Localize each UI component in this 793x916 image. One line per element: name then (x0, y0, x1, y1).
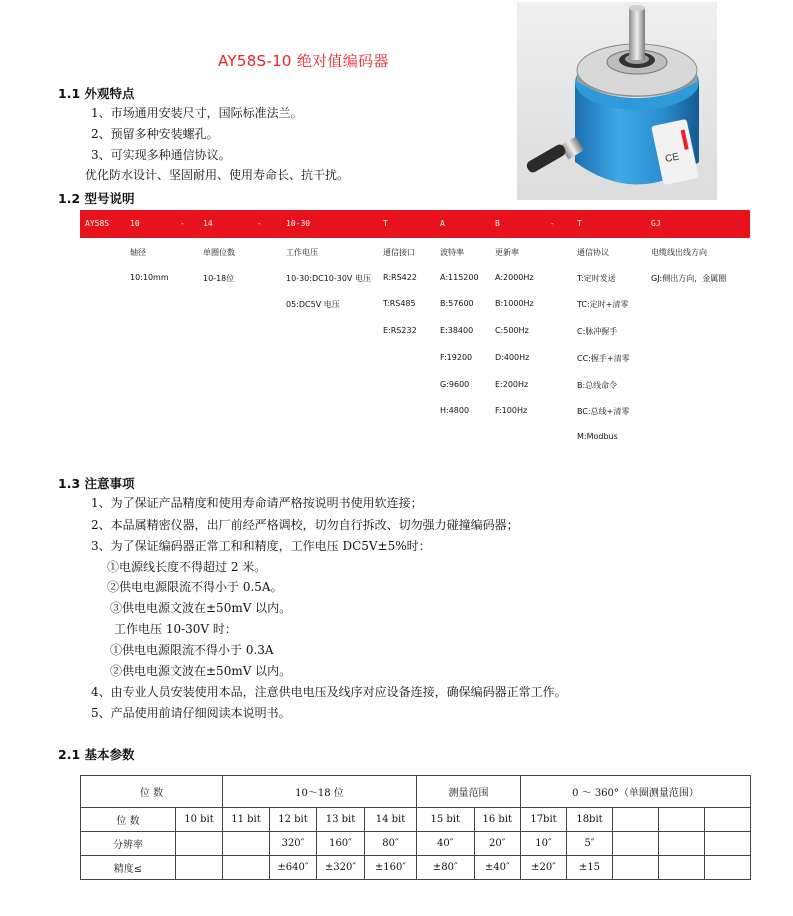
table-cell (705, 808, 751, 832)
table-cell: 20″ (474, 832, 520, 856)
table-cell: 13 bit (317, 808, 365, 832)
model-code-part: - (257, 219, 262, 228)
spec-cell: 工作电压 (286, 248, 318, 257)
note-item: 3、为了保证编码器正常工和和精度，工作电压 DC5V±5%时： (91, 539, 431, 553)
table-cell (176, 856, 223, 880)
table-cell (613, 832, 659, 856)
table-cell: ±160″ (365, 856, 417, 880)
spec-cell: F:19200 (440, 353, 473, 362)
note-item: 4、由专业人员安装使用本品，注意供电电压及线序对应设备连接，确保编码器正常工作。 (91, 685, 567, 699)
table-cell: 10～18 位 (223, 776, 417, 808)
model-code-part: T (383, 219, 388, 228)
spec-cell: 10-18位 (203, 274, 235, 283)
spec-cell: B:1000Hz (495, 299, 534, 308)
table-cell: ±15 (567, 856, 613, 880)
table-cell: 10 bit (176, 808, 223, 832)
spec-cell: B:57600 (440, 299, 474, 308)
spec-cell: GJ:侧出方向，金属圈 (651, 274, 727, 283)
table-cell: ±640″ (270, 856, 317, 880)
spec-cell: C:脉冲握手 (577, 327, 618, 336)
spec-cell: 单圈位数 (203, 248, 235, 257)
note-item: ②供电电源限流不得小于 0.5A。 (107, 580, 283, 594)
spec-cell: 波特率 (440, 248, 464, 257)
table-cell: 测量范围 (417, 776, 521, 808)
section-heading-model: 1.2 型号说明 (58, 191, 135, 206)
table-cell: ±40″ (474, 856, 520, 880)
spec-cell: M:Modbus (577, 432, 618, 441)
table-cell: 12 bit (270, 808, 317, 832)
model-code-part: T (577, 219, 582, 228)
spec-cell: E:200Hz (495, 380, 529, 389)
model-code-part: AY58S (85, 219, 110, 228)
product-photo (517, 2, 717, 200)
spec-cell: E:38400 (440, 326, 474, 335)
model-code-part: B (495, 219, 500, 228)
table-cell (659, 856, 705, 880)
parameter-table (80, 775, 751, 880)
note-item: ③供电电源文波在±50mV 以内。 (110, 601, 292, 615)
spec-cell: G:9600 (440, 380, 470, 389)
spec-cell: 通信协议 (577, 248, 609, 257)
table-cell: 14 bit (365, 808, 417, 832)
table-cell: 80″ (365, 832, 417, 856)
spec-cell: T:定时发送 (577, 274, 616, 283)
spec-cell: T:RS485 (383, 299, 416, 308)
table-cell: 320″ (270, 832, 317, 856)
table-row (81, 856, 751, 880)
model-code-part: - (550, 219, 555, 228)
table-cell: ±20″ (521, 856, 567, 880)
table-cell (613, 856, 659, 880)
table-cell (659, 832, 705, 856)
table-cell: 分辨率 (81, 832, 176, 856)
spec-cell: BC:总线+清零 (577, 407, 630, 416)
table-cell (659, 808, 705, 832)
section-heading-notes: 1.3 注意事项 (58, 476, 135, 491)
table-cell: 15 bit (417, 808, 475, 832)
spec-cell: TC:定时+清零 (577, 300, 629, 309)
feature-item: 优化防水设计、坚固耐用、使用寿命长、抗干扰。 (85, 168, 350, 182)
table-cell (705, 832, 751, 856)
spec-cell: H:4800 (440, 406, 470, 415)
table-cell: 160″ (317, 832, 365, 856)
spec-cell: B:总线命令 (577, 381, 618, 390)
note-item: ①电源线长度不得超过 2 米。 (107, 560, 267, 574)
table-row (81, 832, 751, 856)
note-item: 5、产品使用前请仔细阅读本说明书。 (91, 706, 291, 720)
table-cell: 位 数 (81, 776, 223, 808)
table-row (81, 776, 751, 808)
table-cell (705, 856, 751, 880)
table-cell: 5″ (567, 832, 613, 856)
spec-cell: 05:DC5V 电压 (286, 300, 340, 309)
spec-cell: 10-30:DC10-30V 电压 (286, 274, 371, 283)
ce-mark: CE (664, 151, 681, 166)
table-cell (613, 808, 659, 832)
spec-cell: 更新率 (495, 248, 519, 257)
table-cell: 精度≤ (81, 856, 176, 880)
feature-item: 1、市场通用安装尺寸，国际标准法兰。 (91, 106, 303, 120)
table-row (81, 808, 751, 832)
spec-cell: R:RS422 (383, 273, 417, 282)
table-cell: 位 数 (81, 808, 176, 832)
feature-item: 2、预留多种安装螺孔。 (91, 127, 219, 141)
page-title: AY58S-10 绝对值编码器 (218, 52, 389, 70)
feature-item: 3、可实现多种通信协议。 (91, 148, 231, 162)
spec-cell: 电缆线出线方向 (651, 248, 707, 257)
spec-cell: 10:10mm (130, 273, 169, 282)
model-code-part: 14 (203, 219, 213, 228)
spec-cell: E:RS232 (383, 326, 417, 335)
section-heading-params: 2.1 基本参数 (58, 747, 135, 762)
section-heading-features: 1.1 外观特点 (58, 86, 135, 101)
table-cell (176, 832, 223, 856)
model-code-part: 10 (130, 219, 140, 228)
model-code-part: - (180, 219, 185, 228)
note-item: ②供电电源文波在±50mV 以内。 (110, 664, 292, 678)
model-code-part: GJ (651, 219, 661, 228)
spec-cell: D:400Hz (495, 353, 530, 362)
spec-cell: 轴径 (130, 248, 146, 257)
table-cell: 16 bit (474, 808, 520, 832)
table-cell: ±320″ (317, 856, 365, 880)
table-cell: 40″ (417, 832, 475, 856)
table-cell: ±80″ (417, 856, 475, 880)
note-item: 1、为了保证产品精度和使用寿命请严格按说明书使用软连接； (91, 496, 423, 510)
table-cell: 0 ～ 360°（单圈测量范围） (521, 776, 751, 808)
table-cell: 17bit (521, 808, 567, 832)
table-cell: 18bit (567, 808, 613, 832)
table-cell (223, 856, 270, 880)
table-cell (223, 832, 270, 856)
model-code-part: 10-30 (286, 219, 311, 228)
table-cell: 11 bit (223, 808, 270, 832)
spec-cell: A:115200 (440, 273, 479, 282)
table-cell: 10″ (521, 832, 567, 856)
spec-cell: C:500Hz (495, 326, 529, 335)
spec-cell: A:2000Hz (495, 273, 534, 282)
encoder-illustration (517, 2, 717, 200)
spec-cell: 通信接口 (383, 248, 415, 257)
model-code-part: A (440, 219, 445, 228)
note-item: ①供电电源限流不得小于 0.3A (110, 643, 274, 657)
spec-cell: F:100Hz (495, 406, 528, 415)
note-item: 工作电压 10-30V 时： (114, 622, 237, 636)
note-item: 2、本品属精密仪器，出厂前经严格调校，切勿自行拆改、切勿强力碰撞编码器； (91, 518, 519, 532)
spec-cell: CC:握手+清零 (577, 354, 630, 363)
